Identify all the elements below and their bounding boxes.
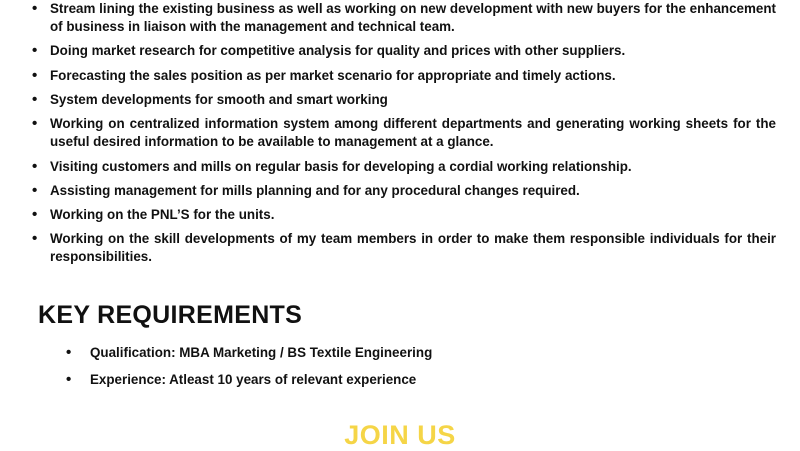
list-item: • Visiting customers and mills on regular basis for developing a cordial working relationship. [24, 158, 776, 176]
duties-list [24, 0, 776, 267]
list-item: • Stream lining the existing business as well as working on new development with new buyers for the enhancement of business in liaison with the management and technical team. [24, 0, 776, 36]
list-item: • Working on centralized information system among different departments and generating working sheets for the useful desired information to be available to management at a glance. [24, 115, 776, 151]
list-item: • Working on the PNL’S for the units. [24, 206, 776, 224]
list-item: • Forecasting the sales position as per market scenario for appropriate and timely actions. [24, 67, 776, 85]
list-item: • Working on the skill developments of my team members in order to make them responsible individuals for their responsibilities. [24, 230, 776, 266]
list-item: • Qualification: MBA Marketing / BS Textile Engineering [60, 344, 776, 362]
join-us-heading: JOIN US [344, 420, 456, 450]
list-item: • System developments for smooth and smart working [24, 91, 776, 109]
list-item: • Experience: Atleast 10 years of relevant experience [60, 371, 776, 389]
requirements-list [60, 344, 776, 389]
page-title: KEY REQUIREMENTS [38, 300, 303, 329]
list-item: • Assisting management for mills planning and for any procedural changes required. [24, 182, 776, 200]
list-item: • Doing market research for competitive analysis for quality and prices with other suppliers. [24, 42, 776, 60]
